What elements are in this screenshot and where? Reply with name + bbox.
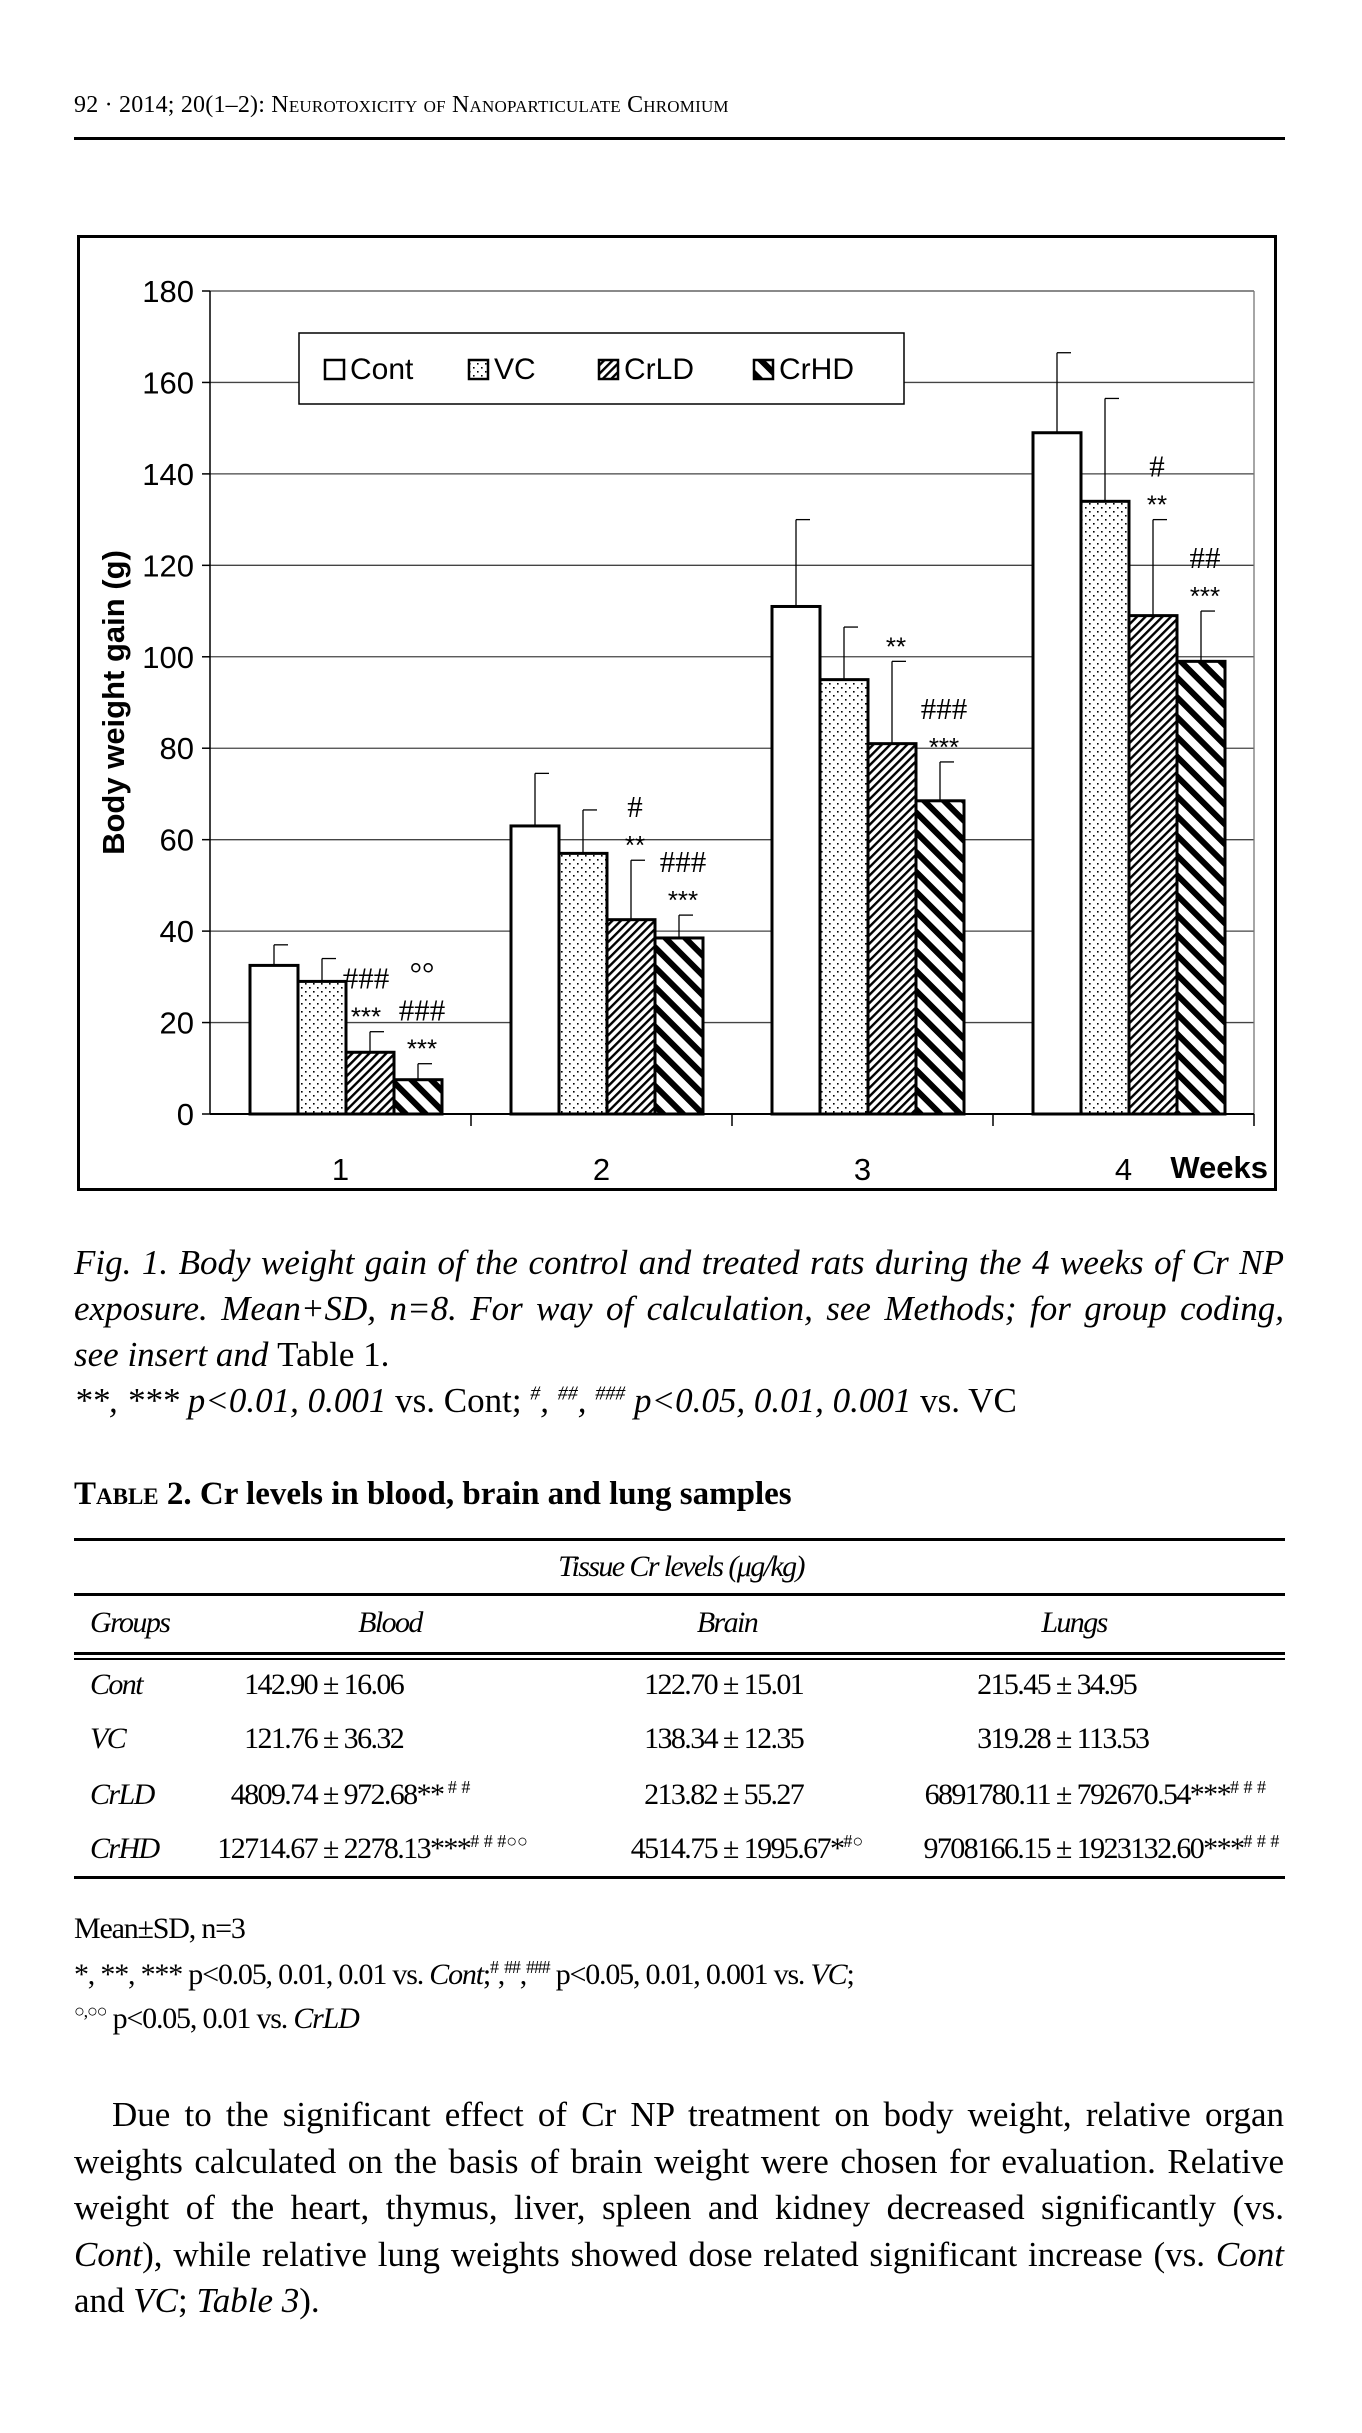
caption-p2: p<0.05, 0.01, 0.001 [625, 1381, 921, 1420]
cell-brain: 122.70 ± 15.01 [427, 1668, 803, 1702]
cell-significance: # # #○○ [470, 1831, 528, 1851]
significance-marker: *** [928, 731, 960, 762]
y-axis-title: Body weight gain (g) [96, 550, 131, 855]
caption-sup: ## [557, 1382, 578, 1405]
cell-significance: # # # [1229, 1777, 1266, 1797]
caption-sup: ### [595, 1382, 626, 1405]
cell-significance: # # [443, 1777, 471, 1797]
column-header-groups: Groups [90, 1606, 170, 1639]
y-tick-label: 20 [159, 1005, 194, 1041]
table-double-rule [74, 1652, 1285, 1655]
note-text: ; [482, 1958, 490, 1991]
para-cont: Cont [74, 2234, 143, 2274]
table-double-rule [74, 1658, 1285, 1660]
cell-lungs: 215.45 ± 34.95 [760, 1668, 1136, 1702]
legend-swatch-cont [325, 360, 344, 379]
cell-mean: 138.34 [644, 1722, 717, 1755]
cell-sd: 55.27 [743, 1778, 804, 1811]
table-title [74, 1476, 792, 1513]
row-group-label: CrLD [90, 1778, 154, 1811]
caption-vc: VC [960, 1381, 1017, 1420]
bar-cont [772, 606, 820, 1114]
bar-crhd [1177, 661, 1225, 1114]
figure-caption: Fig. 1. Body weight gain of the control and treated rats during the 4 weeks of Cr NP exposure. Mean+SD, n=8. For way of calculation, see Methods; for group coding, see insert and Table 1. **, *** p<0.01, 0.001 vs. Cont; #, ##, ### p<0.05, 0.01, 0.001 vs. VC [74, 1243, 1284, 1420]
bar-cont [250, 965, 298, 1114]
caption-text: Fig. 1. Body weight gain of the control and treated rats during the 4 weeks of Cr NP exposure. Mean+SD, n=8. For way of calculation, see Methods; for group coding, see insert and [74, 1243, 1284, 1374]
para-text: ), while relative lung weights showed dose related significant increase (vs. [142, 2234, 1216, 2274]
note-text: , [519, 1958, 527, 1991]
note-text: p<0.05, 0.01 vs. [106, 2002, 294, 2035]
cell-mean: 6891780.11 [924, 1778, 1050, 1811]
significance-marker: ### [920, 690, 968, 726]
row-group-label: Cont [90, 1668, 142, 1701]
bar-cont [511, 826, 559, 1114]
bar-crld [346, 1052, 394, 1114]
bar-vc [820, 680, 868, 1114]
para-text: Due to the significant effect of Cr NP treatment on body weight, relative organ weights calculated on the basis of brain weight were chosen for evaluation. Relative weight of the heart, thymus, liver, spleen and kidney decreased significantly (vs. [74, 2095, 1284, 2227]
table-bottom-rule [74, 1876, 1285, 1879]
note-text: *, **, *** p<0.05, 0.01, 0.01 vs. [74, 1958, 430, 1991]
note-text: p<0.05, 0.01, 0.001 vs. [549, 1958, 811, 1991]
note-sup: ### [526, 1957, 550, 1977]
note-crld: CrLD [293, 2002, 359, 2035]
significance-marker: ** [624, 830, 646, 861]
significance-marker: *** [1189, 581, 1221, 612]
caption-p1: p<0.01, 0.001 [187, 1381, 396, 1420]
significance-marker: # [1149, 448, 1165, 484]
significance-marker: *** [406, 1033, 438, 1064]
cell-sd: 15.01 [743, 1668, 804, 1701]
legend-label: CrLD [624, 353, 695, 386]
cell-sd: 1923132.60*** [1076, 1832, 1244, 1865]
bar-crhd [394, 1080, 442, 1114]
column-header-lungs: Lungs [1041, 1606, 1107, 1639]
cell-sd: 12.35 [743, 1722, 804, 1755]
table-note-1: Mean±SD, n=3 [74, 1912, 245, 1945]
y-tick-label: 60 [159, 822, 194, 858]
legend-label: VC [494, 353, 536, 386]
cell-lungs: 6891780.11 ± 792670.54***# # # [760, 1778, 1266, 1812]
caption-stars: **, *** [74, 1381, 188, 1420]
table-top-rule [74, 1538, 1285, 1541]
caption-sup: # [530, 1382, 541, 1405]
cell-mean: 213.82 [644, 1778, 717, 1811]
y-tick-label: 100 [142, 639, 194, 675]
note-vc: VC [810, 1958, 847, 1991]
running-head: 92 · 2014; 20(1–2): Neurotoxicity of Nanoparticulate Chromium [74, 92, 729, 118]
legend-swatch-vc [469, 360, 488, 379]
body-paragraph [74, 2092, 1284, 2325]
significance-marker: ### [342, 960, 390, 996]
x-tick-label: 2 [592, 1152, 611, 1187]
cell-blood: 142.90 ± 16.06 [27, 1668, 403, 1702]
cell-mean: 319.28 [977, 1722, 1050, 1755]
bar-vc [298, 981, 346, 1114]
para-vc: VC [133, 2281, 179, 2320]
y-tick-label: 40 [159, 914, 194, 950]
table-note-3 [74, 2002, 359, 2036]
caption-cont: Cont; [435, 1381, 531, 1420]
significance-marker: *** [667, 885, 699, 916]
figure-1-chart [77, 235, 1277, 1191]
cell-significance: # # # [1243, 1831, 1280, 1851]
y-tick-label: 160 [142, 365, 194, 401]
cell-significance: #○ [843, 1831, 864, 1851]
cell-mean: 4514.75 [630, 1832, 717, 1865]
significance-marker: °° [409, 955, 435, 991]
cell-mean: 215.45 [977, 1668, 1050, 1701]
significance-marker: ### [398, 992, 446, 1028]
cell-sd: 34.95 [1076, 1668, 1137, 1701]
column-header-brain: Brain [696, 1606, 758, 1639]
para-table-ref: Table 3 [196, 2281, 300, 2320]
cell-mean: 4809.74 [230, 1778, 317, 1811]
legend-swatch-crld [599, 360, 618, 379]
y-tick-label: 180 [142, 274, 194, 309]
cell-sd: 36.32 [343, 1722, 404, 1755]
cell-mean: 142.90 [244, 1668, 317, 1701]
bar-vc [559, 853, 607, 1114]
para-text: and [74, 2281, 134, 2320]
cell-blood: 4809.74 ± 972.68** # # [27, 1778, 470, 1812]
cell-mean: 9708166.15 [923, 1832, 1050, 1865]
cell-mean: 122.70 [644, 1668, 717, 1701]
x-tick-label: 1 [331, 1152, 350, 1187]
caption-table-ref: Table 1. [277, 1335, 390, 1374]
significance-marker: ** [1146, 489, 1168, 520]
row-group-label: VC [90, 1722, 126, 1755]
legend-swatch-crhd [754, 360, 773, 379]
bar-crld [607, 920, 655, 1114]
y-tick-label: 80 [159, 731, 194, 767]
cell-lungs: 9708166.15 ± 1923132.60***# # # [760, 1832, 1279, 1866]
bar-crld [868, 744, 916, 1114]
caption-vs: vs. [920, 1381, 961, 1420]
significance-marker: ### [659, 844, 707, 880]
legend-label: CrHD [779, 353, 854, 386]
cell-mean: 12714.67 [217, 1832, 317, 1865]
significance-marker: ## [1189, 540, 1221, 576]
y-tick-label: 120 [142, 548, 194, 584]
table-note-2 [74, 1958, 854, 1992]
cell-blood: 121.76 ± 36.32 [27, 1722, 403, 1756]
bar-crhd [655, 938, 703, 1114]
para-text: ). [299, 2281, 320, 2320]
caption-vs: vs. [395, 1381, 435, 1420]
note-text: , [497, 1958, 505, 1991]
para-cont: Cont [1215, 2234, 1284, 2274]
note-sup: ○,○○ [74, 2001, 107, 2021]
cell-sd: 1995.67* [743, 1832, 844, 1865]
chart-svg [80, 238, 1280, 1194]
cell-sd: 113.53 [1076, 1722, 1149, 1755]
significance-marker: ** [885, 631, 907, 662]
cell-sd: 2278.13*** [343, 1832, 471, 1865]
significance-marker: # [627, 789, 643, 825]
x-axis-title: Weeks [1170, 1150, 1268, 1185]
cell-brain: 138.34 ± 12.35 [427, 1722, 803, 1756]
cell-sd: 972.68** [343, 1778, 444, 1811]
table-rule [74, 1593, 1285, 1596]
table-spanner: Tissue Cr levels (μg/kg) [558, 1550, 804, 1583]
x-tick-label: 3 [853, 1152, 872, 1187]
bar-cont [1033, 433, 1081, 1114]
note-cont: Cont [429, 1958, 483, 1991]
bar-crhd [916, 801, 964, 1114]
cell-lungs: 319.28 ± 113.53 [760, 1722, 1148, 1756]
y-tick-label: 0 [176, 1097, 194, 1132]
bar-vc [1081, 501, 1129, 1114]
cell-blood: 12714.67 ± 2278.13***# # #○○ [27, 1832, 528, 1866]
note-sup: ## [504, 1957, 520, 1977]
para-text: ; [178, 2281, 197, 2320]
cell-sd: 16.06 [343, 1668, 404, 1701]
table-label: Table 2. [74, 1476, 192, 1512]
note-sup: # [489, 1957, 498, 1977]
x-tick-label: 4 [1114, 1152, 1133, 1187]
note-text: ; [846, 1958, 854, 1991]
table-title-text: Cr levels in blood, brain and lung samples [191, 1476, 792, 1512]
significance-marker: *** [350, 1001, 382, 1032]
legend-label: Cont [350, 353, 414, 386]
column-header-blood: Blood [358, 1606, 422, 1639]
row-group-label: CrHD [90, 1832, 159, 1865]
cell-mean: 121.76 [244, 1722, 317, 1755]
y-tick-label: 140 [142, 456, 194, 492]
cell-sd: 792670.54*** [1076, 1778, 1230, 1811]
cell-brain: 4514.75 ± 1995.67*#○ [427, 1832, 863, 1866]
cell-brain: 213.82 ± 55.27 [427, 1778, 803, 1812]
header-rule [74, 137, 1285, 140]
bar-crld [1129, 616, 1177, 1114]
